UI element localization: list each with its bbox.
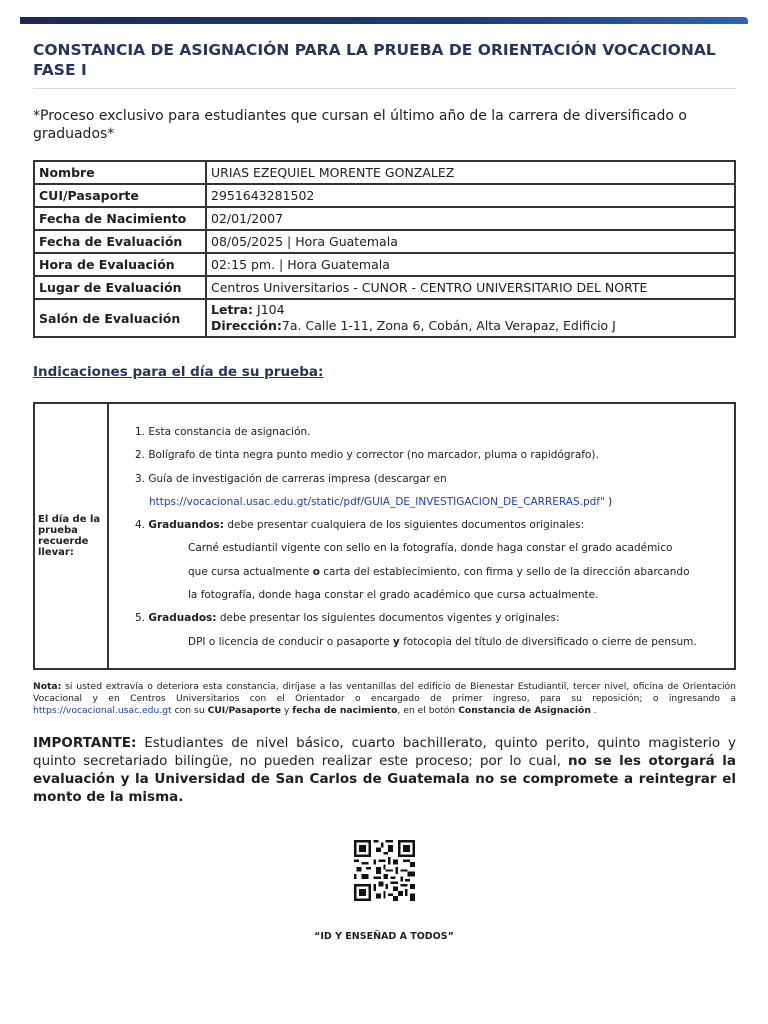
- list-item: [135, 607, 730, 630]
- row-value: 2951643281502: [206, 184, 735, 207]
- list-text: carta del establecimiento, con firma y sello de la dirección abarcando: [319, 565, 690, 578]
- list-text: debe presentar cualquiera de los siguientes documentos originales:: [223, 519, 585, 532]
- indicaciones-title: Indicaciones para el día de su prueba:: [33, 364, 324, 380]
- row-value: 02/01/2007: [206, 207, 735, 230]
- side-label-cell: [35, 404, 109, 668]
- importante-bold: no se les otorgará la evaluación y la Universidad de San Carlos de Guatemala no se compromete a reintegrar el monto de la misma.: [33, 753, 736, 805]
- table-row: [34, 299, 735, 337]
- list-item: Carné estudiantil vigente con sello en la fotografía, donde haga constar el grado académico: [188, 542, 673, 555]
- table-row: [34, 161, 735, 184]
- row-label: Salón de Evaluación: [34, 299, 206, 337]
- list-text: ): [604, 495, 613, 508]
- nota-text: con su: [171, 705, 208, 716]
- list-item: [135, 631, 730, 654]
- row-value: URIAS EZEQUIEL MORENTE GONZALEZ: [206, 161, 735, 184]
- side-label: El día de la prueba recuerde llevar:: [38, 514, 101, 558]
- list-item: la fotografía, donde haga constar el grado académico que cursa actualmente.: [188, 589, 599, 602]
- table-row: [34, 276, 735, 299]
- row-value: Centros Universitarios - CUNOR - CENTRO UNIVERSITARIO DEL NORTE: [206, 276, 735, 299]
- row-label: Hora de Evaluación: [34, 253, 206, 276]
- guia-download-link[interactable]: https://vocacional.usac.edu.gt/static/pdf/GUIA_DE_INVESTIGACION_DE_CARRERAS.pdf": [149, 495, 605, 508]
- graduandos-label: Graduandos:: [148, 519, 224, 532]
- row-label: Lugar de Evaluación: [34, 276, 206, 299]
- nota-bold: fecha de nacimiento: [292, 705, 398, 716]
- list-bold: y: [392, 635, 400, 648]
- direccion-label: Dirección:: [211, 318, 282, 333]
- graduados-label: Graduados:: [148, 612, 217, 625]
- document-title: CONSTANCIA DE ASIGNACIÓN PARA LA PRUEBA DE ORIENTACIÓN VOCACIONAL FASE I: [33, 41, 716, 79]
- nota-bold: Constancia de Asignación: [458, 705, 591, 716]
- table-row: [34, 230, 735, 253]
- list-item: [135, 491, 730, 514]
- assignment-info-table: [33, 160, 736, 338]
- indicaciones-list: [135, 421, 730, 654]
- table-row: [34, 253, 735, 276]
- list-text: fotocopia del título de diversificado o cierre de pensum.: [399, 635, 697, 648]
- nota-text: y: [280, 705, 293, 716]
- row-label: Fecha de Nacimiento: [34, 207, 206, 230]
- nota-label: Nota:: [33, 681, 62, 692]
- vocacional-link[interactable]: https://vocacional.usac.edu.gt: [33, 705, 172, 716]
- nota-text: , en el botón: [397, 705, 459, 716]
- nota-bold: CUI/Pasaporte: [207, 705, 281, 716]
- importante-text: Estudiantes de nivel básico, cuarto bachillerato, quinto perito, quinto magisterio y quinto secretariado bilingüe, no pueden realizar este proceso; por lo cual,: [33, 735, 736, 769]
- intro-text: *Proceso exclusivo para estudiantes que cursan el último año de la carrera de diversificado o graduados*: [33, 108, 687, 142]
- header-bar: [20, 17, 748, 24]
- list-item: [135, 561, 730, 584]
- row-value: 02:15 pm. | Hora Guatemala: [206, 253, 735, 276]
- nota-text: .: [590, 705, 597, 716]
- nota-text: si usted extravía o deteriora esta constancia, diríjase a las ventanillas del edificio de Bienestar Estudiantil, tercer nivel, oficina de Orientación Vocacional y en Centros Universitarios con el Orientador o encargado de primer ingreso, para su reposición; o ingresando a: [33, 681, 736, 704]
- list-text: 5.: [135, 612, 149, 625]
- importante-label: IMPORTANTE:: [33, 735, 137, 751]
- list-text: 4.: [135, 519, 149, 532]
- row-label: Nombre: [34, 161, 206, 184]
- direccion-value: 7a. Calle 1-11, Zona 6, Cobán, Alta Verapaz, Edificio J: [281, 318, 616, 333]
- row-value: 08/05/2025 | Hora Guatemala: [206, 230, 735, 253]
- importante-paragraph: [33, 734, 736, 806]
- indicaciones-box: [33, 402, 736, 670]
- letra-value: J104: [253, 302, 285, 317]
- title-divider: [33, 88, 736, 89]
- list-bold: o: [312, 565, 320, 578]
- qr-code-icon: [354, 840, 415, 901]
- table-row: [34, 207, 735, 230]
- list-text: debe presentar los siguientes documentos vigentes y originales:: [216, 612, 560, 625]
- nota-paragraph: [33, 681, 736, 717]
- letra-label: Letra:: [211, 302, 254, 317]
- list-item: 1. Esta constancia de asignación.: [135, 426, 311, 438]
- list-item: 2. Bolígrafo de tinta negra punto medio y corrector (no marcador, pluma o rapidógrafo).: [135, 449, 599, 462]
- list-item: 3. Guía de investigación de carreras impresa (descargar en: [135, 472, 447, 485]
- list-text: DPI o licencia de conducir o pasaporte: [188, 635, 393, 648]
- row-label: Fecha de Evaluación: [34, 230, 206, 253]
- university-motto: “ID Y ENSEÑAD A TODOS”: [314, 931, 454, 942]
- row-label: CUI/Pasaporte: [34, 184, 206, 207]
- table-row: [34, 184, 735, 207]
- list-text: que cursa actualmente: [188, 565, 313, 578]
- list-item: [135, 514, 730, 537]
- row-value: [206, 299, 735, 337]
